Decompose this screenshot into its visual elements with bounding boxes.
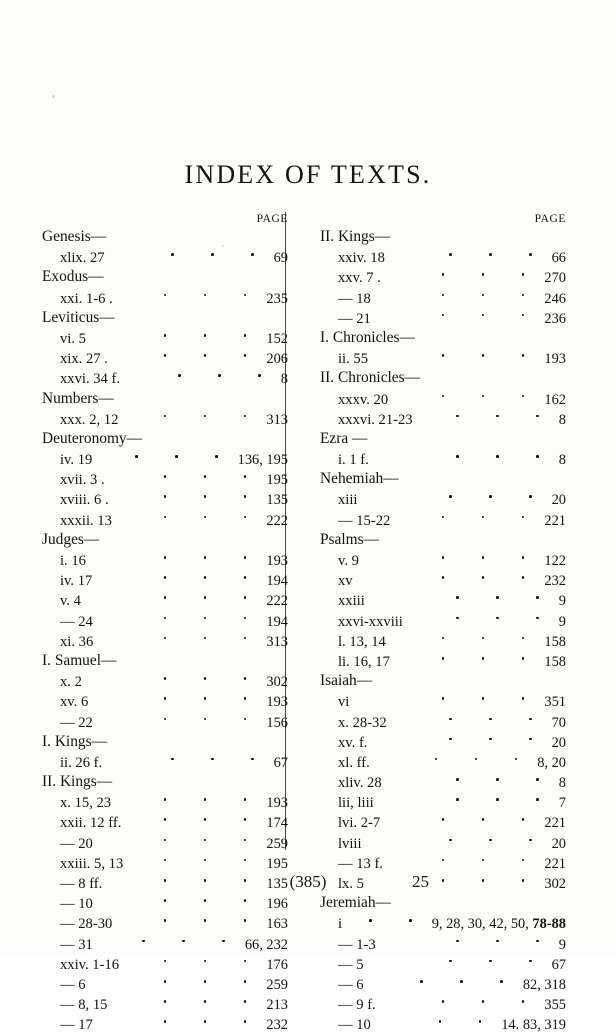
index-book-heading: [42, 228, 288, 248]
verse-reference: iv. 17: [60, 573, 93, 590]
page-number: 67: [273, 754, 288, 771]
page-number: 176: [266, 956, 288, 973]
index-book-heading: [42, 773, 288, 793]
index-book-heading: [320, 894, 566, 914]
page-number: 14. 83, 319: [501, 1017, 566, 1034]
verse-reference: — 10: [338, 1017, 371, 1034]
leader-dots: [371, 289, 539, 303]
index-entry-row: [320, 652, 566, 672]
verse-reference: x. 28-32: [338, 714, 387, 731]
index-book-heading: [42, 430, 288, 450]
leader-dots: [390, 652, 539, 666]
index-book-heading: [320, 672, 566, 692]
leader-dots: [386, 632, 539, 646]
page-number: 213: [266, 997, 288, 1014]
page-number: 221: [544, 815, 566, 832]
leader-dots: [123, 854, 260, 868]
index-entry-row: [42, 551, 288, 571]
page-column-header-right: PAGE: [534, 213, 566, 225]
leader-dots: [367, 733, 545, 747]
page-number: 222: [266, 512, 288, 529]
leader-dots: [92, 450, 231, 464]
index-entry-row: [42, 935, 288, 955]
index-entry-row: [42, 793, 288, 813]
verse-reference: li. 16, 17: [338, 653, 390, 670]
book-name: Judges—: [42, 530, 100, 548]
leader-dots: [376, 995, 539, 1009]
page-number: 193: [266, 553, 288, 569]
index-entry-row: [42, 955, 288, 975]
leader-dots: [86, 329, 260, 343]
leader-dots: [362, 834, 546, 848]
verse-reference: — 24: [60, 613, 93, 630]
verse-reference: — 8, 15: [60, 997, 108, 1014]
verse-reference: xiii: [338, 492, 358, 509]
verse-reference: — 6: [338, 976, 364, 993]
page-number: 158: [544, 633, 566, 650]
index-entry-row: [42, 813, 288, 833]
leader-dots: [365, 591, 553, 605]
index-entry-row: [320, 1015, 566, 1035]
leader-dots: [364, 975, 517, 989]
index-entry-row: [320, 995, 566, 1015]
index-entry-row: [320, 914, 566, 934]
index-entry-row: [42, 612, 288, 632]
index-entry-row: [320, 289, 566, 309]
leader-dots: [380, 813, 538, 827]
index-entry-row: [320, 551, 566, 571]
index-book-heading: [320, 369, 566, 389]
page-number: 70: [551, 714, 566, 731]
verse-reference: ii. 55: [338, 351, 368, 368]
page-number: 259: [266, 835, 288, 852]
index-entry-row: [320, 713, 566, 733]
page-number: 9: [558, 593, 566, 610]
verse-reference: — 22: [60, 714, 93, 731]
page-number: 20: [551, 835, 566, 852]
leader-dots: [374, 793, 553, 807]
verse-reference: xxiii: [338, 593, 365, 610]
verse-reference: — 1-3: [338, 936, 376, 953]
leader-dots: [369, 450, 553, 464]
page-number: 9, 28, 30, 42, 50, 78-88: [431, 916, 566, 933]
page-number: 221: [544, 512, 566, 529]
index-entry-row: [42, 894, 288, 914]
page-column-header-left: PAGE: [256, 213, 288, 225]
verse-reference: v. 9: [338, 553, 359, 569]
index-book-heading: [42, 268, 288, 288]
verse-reference: xxxv. 20: [338, 391, 389, 408]
page-number: 8, 20: [537, 754, 566, 771]
leader-dots: [353, 571, 539, 585]
leader-dots: [383, 854, 538, 868]
verse-reference: xxii. 12 ff.: [60, 815, 122, 832]
verse-reference: i. 16: [60, 553, 86, 569]
index-book-heading: [42, 309, 288, 329]
leader-dots: [118, 410, 260, 424]
verse-reference: xxvi-xxviii: [338, 613, 403, 630]
leader-dots: [359, 551, 538, 565]
leader-dots: [108, 349, 261, 363]
index-entry-row: [42, 248, 288, 268]
page-number: 221: [544, 855, 566, 872]
index-entry-row: [42, 450, 288, 470]
page-number: 7: [558, 795, 566, 812]
verse-reference: xxiv. 1-16: [60, 956, 120, 973]
index-book-heading: [42, 390, 288, 410]
folio-number: (385): [289, 872, 327, 891]
page-number: 193: [266, 795, 288, 812]
verse-reference: xxxvi. 21-23: [338, 411, 413, 428]
verse-reference: xliv. 28: [338, 775, 382, 792]
index-entry-row: [320, 975, 566, 995]
index-book-heading: [320, 329, 566, 349]
index-entry-row: [42, 470, 288, 490]
page-number: 236: [544, 310, 566, 327]
leader-dots: [376, 935, 553, 949]
index-entry-row: [42, 1015, 288, 1035]
leader-dots: [93, 1015, 261, 1029]
book-name: II. Chronicles—: [320, 369, 421, 387]
page-number: 302: [266, 674, 288, 691]
verse-reference: — 20: [60, 835, 93, 852]
verse-reference: lviii: [338, 835, 362, 852]
verse-reference: — 17: [60, 1017, 93, 1034]
leader-dots: [121, 813, 260, 827]
page-number: 194: [266, 573, 288, 590]
book-name: II. Kings—: [320, 228, 391, 245]
verse-reference: xxv. 7 .: [338, 270, 381, 287]
page-number: 9: [558, 936, 566, 953]
page-number: 8: [558, 452, 566, 469]
index-entry-row: [42, 914, 288, 934]
book-name: Exodus—: [42, 268, 104, 286]
leader-dots: [81, 591, 260, 605]
verse-reference: xxxii. 13: [60, 512, 112, 529]
verse-reference: i: [338, 916, 343, 933]
index-entry-row: [42, 571, 288, 591]
index-book-heading: [320, 430, 566, 450]
verse-reference: iv. 19: [60, 452, 93, 469]
index-entry-row: [42, 834, 288, 854]
verse-reference: — 18: [338, 290, 371, 307]
leader-dots: [107, 995, 260, 1009]
page-number: 355: [544, 997, 566, 1014]
index-entry-row: [42, 753, 288, 773]
verse-reference: lii, liii: [338, 795, 374, 812]
page-number: 69: [273, 250, 288, 267]
page-number: 196: [266, 896, 288, 913]
index-entry-row: [320, 390, 566, 410]
leader-dots: [93, 612, 261, 626]
index-entry-row: [320, 309, 566, 329]
verse-reference: v. 4: [60, 593, 81, 610]
verse-reference: xxvi. 34 f.: [60, 371, 120, 388]
book-name: Isaiah—: [320, 672, 373, 690]
leader-dots: [93, 894, 261, 908]
leader-dots: [382, 773, 553, 787]
verse-reference: xl. ff.: [338, 754, 370, 771]
verse-reference: — 5: [338, 956, 364, 973]
index-entry-row: [42, 591, 288, 611]
page-number: 313: [266, 633, 288, 650]
leader-dots: [109, 490, 261, 504]
page-number: 246: [544, 290, 566, 307]
leader-dots: [105, 470, 261, 484]
index-book-heading: [42, 531, 288, 551]
page-number: 232: [544, 573, 566, 590]
leader-dots: [371, 309, 539, 323]
index-entry-row: [42, 995, 288, 1015]
verse-reference: xi. 36: [60, 633, 94, 650]
book-name: I. Kings—: [42, 732, 107, 750]
index-entry-row: [42, 369, 288, 389]
book-name: Leviticus—: [42, 308, 115, 326]
verse-reference: xxiv. 18: [338, 250, 385, 267]
page-number: 66: [551, 250, 566, 267]
index-entry-row: [320, 410, 566, 430]
signature-mark: 25: [412, 872, 429, 891]
leader-dots: [342, 914, 426, 928]
page-number: 135: [266, 876, 288, 892]
verse-reference: — 6: [60, 976, 86, 993]
page-number: 156: [266, 714, 288, 731]
book-name: Genesis—: [42, 228, 107, 245]
page-number: 174: [266, 815, 288, 832]
page-number: 194: [266, 613, 288, 630]
leader-dots: [93, 834, 261, 848]
leader-dots: [390, 511, 538, 525]
index-entry-row: [320, 450, 566, 470]
leader-dots: [86, 551, 260, 565]
index-entry-row: [42, 713, 288, 733]
index-entry-row: [42, 632, 288, 652]
paper-speck: [52, 95, 55, 98]
page-number: 195: [266, 472, 288, 489]
index-entry-row: [320, 753, 566, 773]
page-number: 82, 318: [522, 976, 566, 993]
index-book-heading: [42, 733, 288, 753]
index-book-heading: [320, 531, 566, 551]
leader-dots: [105, 248, 268, 262]
leader-dots: [93, 632, 260, 646]
leader-dots: [93, 935, 239, 949]
leader-dots: [93, 713, 261, 727]
leader-dots: [357, 490, 545, 504]
page-number: 351: [544, 694, 566, 711]
index-columns: [42, 210, 576, 1036]
book-name: Deuteronomy—: [42, 429, 143, 447]
verse-reference: — 13 f.: [338, 855, 383, 872]
index-entry-row: [42, 692, 288, 712]
verse-reference: xlix. 27: [60, 250, 105, 267]
index-entry-row: [42, 854, 288, 874]
index-entry-row: [320, 591, 566, 611]
verse-reference: x. 2: [60, 674, 82, 691]
index-entry-row: [42, 511, 288, 531]
page-number: 235: [266, 290, 288, 307]
page-number: 163: [266, 916, 288, 933]
index-entry-row: [320, 773, 566, 793]
index-entry-row: [320, 349, 566, 369]
index-entry-row: [320, 511, 566, 531]
verse-reference: xxi. 1-6 .: [60, 290, 113, 307]
verse-reference: — 15-22: [338, 512, 391, 529]
verse-reference: — 10: [60, 896, 93, 913]
page-number: 270: [544, 270, 566, 287]
index-entry-row: [320, 793, 566, 813]
verse-reference: l. 13, 14: [338, 633, 386, 650]
leader-dots: [370, 753, 531, 767]
page-number: 302: [544, 876, 566, 892]
book-name: I. Samuel—: [42, 651, 117, 669]
index-column-right: [302, 210, 566, 1036]
leader-dots: [349, 692, 538, 706]
leader-dots: [82, 672, 261, 686]
index-book-heading: [320, 470, 566, 490]
page-number: 158: [544, 653, 566, 670]
index-column-left: [42, 210, 302, 1036]
leader-dots: [111, 793, 260, 807]
index-entry-row: [42, 490, 288, 510]
leader-dots: [88, 692, 260, 706]
leader-dots: [86, 975, 261, 989]
verse-reference: — 8 ff.: [60, 876, 103, 892]
index-entry-row: [320, 733, 566, 753]
index-entry-row: [42, 289, 288, 309]
index-entry-row: [320, 268, 566, 288]
leader-dots: [368, 349, 538, 363]
index-entry-row: [320, 248, 566, 268]
leader-dots: [381, 268, 539, 282]
leader-dots: [364, 955, 546, 969]
book-name: II. Kings—: [42, 773, 113, 791]
index-entry-row: [320, 612, 566, 632]
page-number: 152: [266, 330, 288, 347]
index-entry-row: [320, 955, 566, 975]
leader-dots: [113, 289, 261, 303]
index-entry-row: [320, 813, 566, 833]
verse-reference: vi. 5: [60, 330, 86, 347]
leader-dots: [387, 713, 546, 727]
leader-dots: [388, 390, 538, 404]
verse-reference: xviii. 6 .: [60, 492, 109, 509]
page-number: 122: [544, 553, 566, 569]
page-number: 162: [544, 391, 566, 408]
verse-reference: xv. 6: [60, 694, 89, 711]
index-book-heading: [320, 228, 566, 248]
index-entry-row: [320, 854, 566, 874]
verse-reference: — 9 f.: [338, 997, 376, 1014]
verse-reference: xvii. 3 .: [60, 472, 105, 489]
leader-dots: [385, 248, 546, 262]
index-entry-row: [320, 632, 566, 652]
page-number: 259: [266, 976, 288, 993]
book-name: Ezra —: [320, 429, 368, 447]
page-number: 135: [266, 492, 288, 509]
leader-dots: [119, 955, 260, 969]
verse-reference: xix. 27 .: [60, 351, 108, 368]
leader-dots: [112, 914, 260, 928]
leader-dots: [102, 753, 267, 767]
leader-dots: [92, 571, 260, 585]
page-number: 313: [266, 411, 288, 428]
page-number: 193: [544, 351, 566, 368]
book-name: Numbers—: [42, 389, 114, 407]
index-entry-row: [42, 349, 288, 369]
verse-reference: x. 15, 23: [60, 795, 112, 812]
page-number: 8: [558, 775, 566, 792]
verse-reference: xv. f.: [338, 734, 368, 751]
verse-reference: lvi. 2-7: [338, 815, 381, 832]
index-entry-row: [320, 490, 566, 510]
index-book-heading: [42, 652, 288, 672]
verse-reference: — 21: [338, 310, 371, 327]
page-number: 8: [558, 411, 566, 428]
book-name: Jeremiah—: [320, 894, 391, 912]
leader-dots: [371, 1015, 495, 1029]
verse-reference: xxx. 2, 12: [60, 411, 119, 428]
verse-reference: — 28-30: [60, 916, 113, 933]
leader-dots: [120, 369, 275, 383]
index-entry-row: [42, 329, 288, 349]
index-entry-row: [320, 571, 566, 591]
page-number: 67: [551, 956, 566, 973]
leader-dots: [112, 511, 261, 525]
page-title: INDEX OF TEXTS.: [184, 160, 432, 189]
page-number: 8: [280, 371, 288, 388]
index-entry-row: [320, 834, 566, 854]
page-number: 206: [266, 351, 288, 368]
verse-reference: lx. 5: [338, 876, 364, 892]
verse-reference: i. 1 f.: [338, 452, 369, 469]
page-number: 20: [551, 734, 566, 751]
leader-dots: [413, 410, 553, 424]
page-number: 66, 232: [244, 936, 288, 953]
index-entry-row: [320, 692, 566, 712]
book-name: Psalms—: [320, 530, 380, 548]
index-entry-row: [42, 410, 288, 430]
book-name: I. Chronicles—: [320, 328, 415, 346]
page-number: 136, 195: [237, 452, 288, 469]
page-number: 9: [558, 613, 566, 630]
verse-reference: xxiii. 5, 13: [60, 855, 124, 872]
index-entry-row: [42, 672, 288, 692]
verse-reference: vi: [338, 694, 350, 711]
leader-dots: [403, 612, 553, 626]
page-number: 193: [266, 694, 288, 711]
page-number: 232: [266, 1017, 288, 1034]
page-number: 20: [551, 492, 566, 509]
verse-reference: xv: [338, 573, 353, 590]
page-number: 195: [266, 855, 288, 872]
book-name: Nehemiah—: [320, 470, 399, 488]
page-number: 222: [266, 593, 288, 610]
verse-reference: ii. 26 f.: [60, 754, 103, 771]
verse-reference: — 31: [60, 936, 93, 953]
index-entry-row: [42, 975, 288, 995]
index-entry-row: [320, 935, 566, 955]
